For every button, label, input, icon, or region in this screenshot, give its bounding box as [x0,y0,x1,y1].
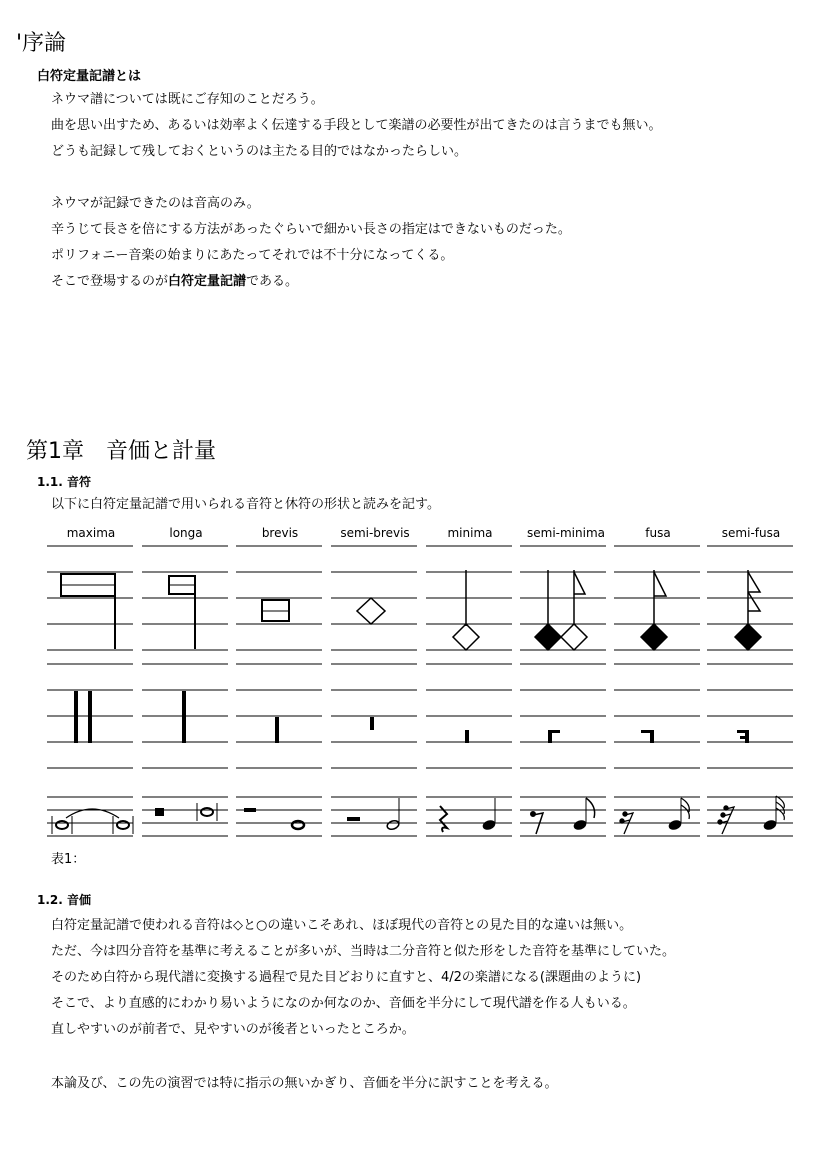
intro-line: 曲を思い出すため、あるいは効率よく伝達する手段として楽譜の必要性が出てきたのは言うまでも無い。 [51,118,662,133]
longa-note [169,576,195,649]
staff-lines [47,546,793,836]
section-1-1-text: 以下に白符定量記譜で用いられる音符と休符の形状と読みを記す。 [51,497,440,512]
longa-modern [155,803,217,821]
table-caption: 表1： [51,852,86,867]
section-heading-1-1: 1.1. 音符 [37,475,91,489]
semi-minima-modern [531,798,595,834]
semi-minima-rest [548,730,560,743]
semi-brevis-rest [370,717,374,730]
intro-line: ポリフォニー音楽の始まりにあたってそれでは不十分になってくる。 [51,248,454,263]
semi-minima-note [535,570,587,650]
section-line: ただ、今は四分音符を基準に考えることが多いが、当時は二分音符と似た形をした音符を基準にしていた。 [51,944,676,959]
intro-line: どうも記録して残しておくというのは主たる目的ではなかったらしい。 [51,144,468,159]
brevis-note [262,600,289,621]
note-name-semi-minima: semi-minima [527,526,605,540]
fusa-rest [641,730,654,743]
intro-title: '序論 [16,31,67,56]
semi-fusa-modern [718,796,785,834]
section-line: そのため白符から現代譜に変換する過程で見た目どおりに直すと、4/2の楽譜になる(課題曲のように) [51,970,642,985]
fusa-note [641,570,667,650]
maxima-note [61,574,115,649]
brevis-rest [275,717,279,743]
brevis-modern [244,808,304,829]
intro-line: ネウマが記録できたのは音高のみ。 [51,196,260,211]
note-name-semi-brevis: semi-brevis [340,526,410,540]
intro-line: ネウマ譜については既にご存知のことだろう。 [51,92,324,107]
note-name-fusa: fusa [645,526,671,540]
section-line: そこで、より直感的にわかり易いようになのか何なのか、音価を半分にして現代譜を作る人もいる。 [51,996,636,1011]
note-name-brevis: brevis [261,526,299,540]
section-heading-1-2: 1.2. 音価 [37,893,91,907]
note-name-minima: minima [447,526,493,540]
note-name-maxima: maxima [66,526,116,540]
section-1-2-text [51,913,675,1043]
section-line: 白符定量記譜で使われる音符は◇と○の違いこそあれ、ほぼ現代の音符との見た目的な違いは無い。 [51,918,633,933]
section-line: 直しやすいのが前者で、見やすいのが後者といったところか。 [51,1022,415,1037]
bold-term: 白符定量記譜 [168,274,247,289]
longa-rest [182,691,186,743]
minima-modern [440,798,496,832]
minima-rest [465,730,469,743]
intro-heading: 白符定量記譜とは [37,69,142,84]
semi-fusa-note [735,570,761,650]
note-name-longa: longa [169,526,203,540]
maxima-rest [74,691,92,743]
intro-line: 辛うじて長さを倍にする方法があったぐらいで細かい長さの指定はできないものだった。 [51,222,571,237]
chapter-title: 第1章 音価と計量 [26,439,216,464]
section-1-2-last: 本論及び、この先の演習では特に指示の無いかぎり、音価を半分に訳すことを考える。 [51,1076,558,1091]
minima-note [453,570,479,650]
note-name-semi-fusa: semi-fusa [721,526,781,540]
semi-brevis-modern [347,798,400,831]
semi-brevis-note [357,598,385,624]
maxima-modern [52,809,133,834]
intro-line-last: そこで登場するのが白符定量記譜である。 [51,274,299,289]
semi-fusa-rest [737,730,749,743]
fusa-modern [620,798,690,834]
